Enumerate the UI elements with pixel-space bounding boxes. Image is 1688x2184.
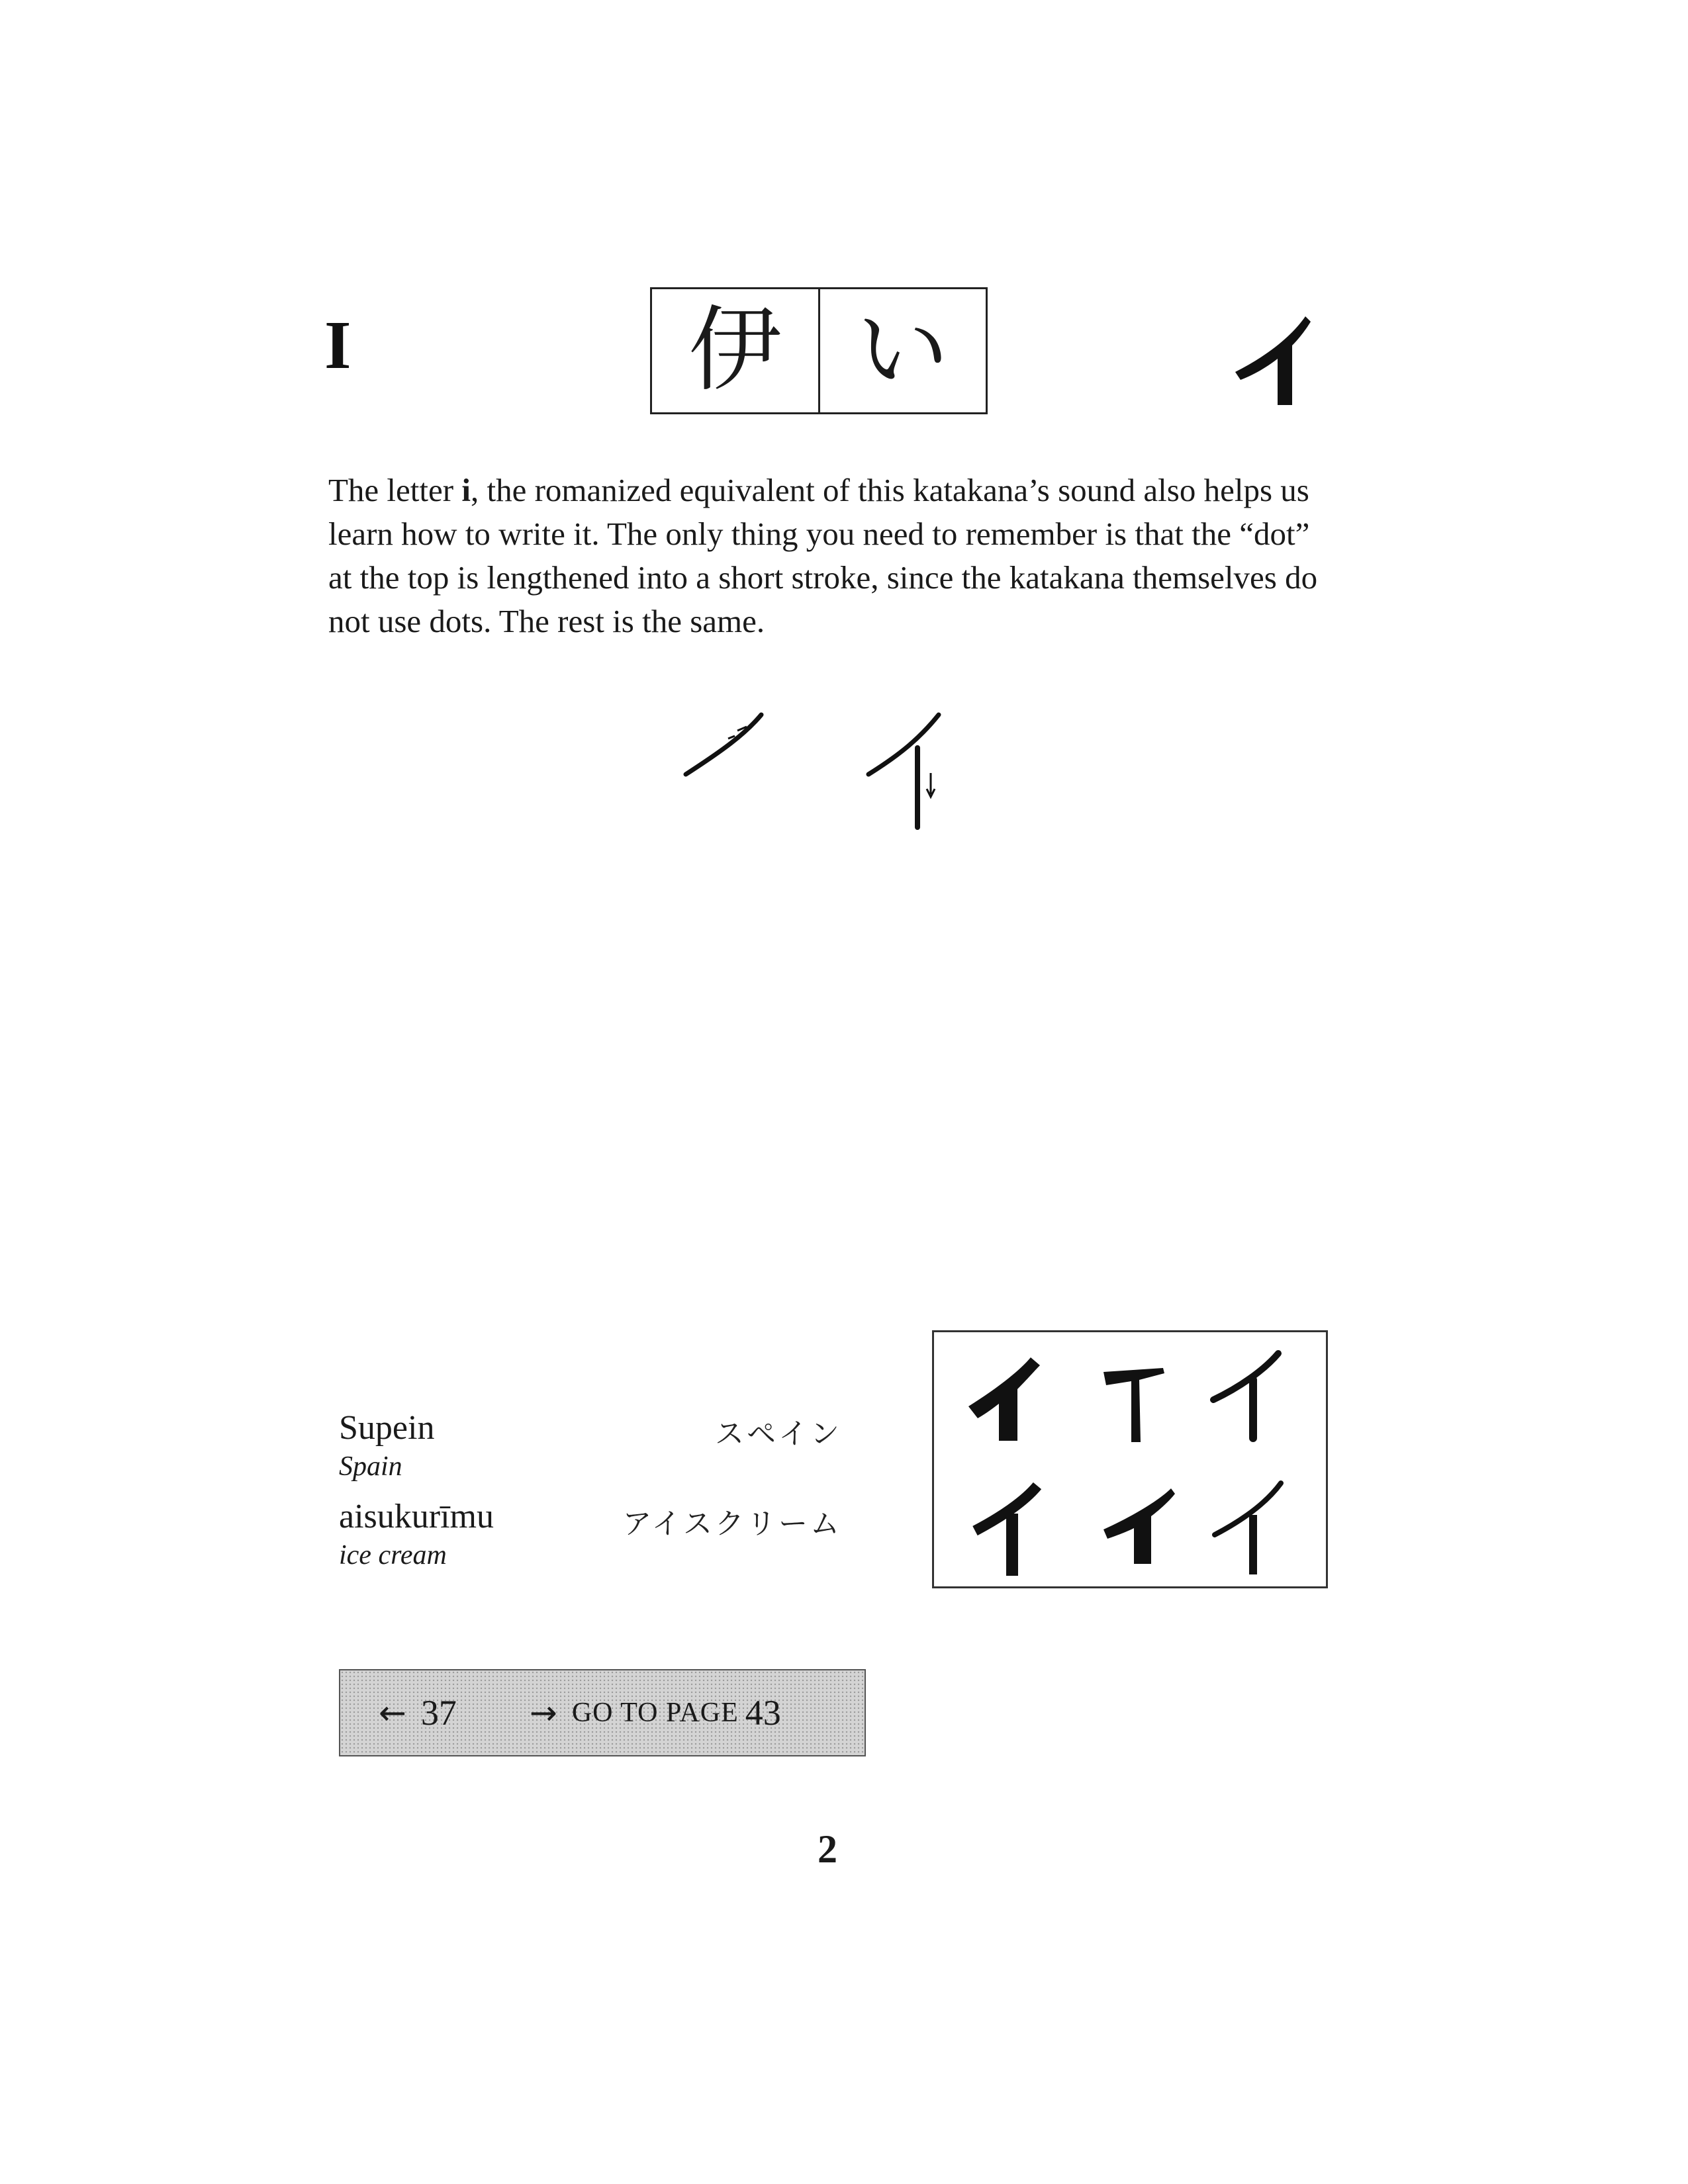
explanation-paragraph xyxy=(328,469,1335,643)
style-samples-illustration xyxy=(934,1332,1326,1586)
vocab-item-ice-cream xyxy=(339,1498,842,1572)
page-number: 2 xyxy=(818,1827,837,1871)
vocab-romaji: aisukurīmu xyxy=(339,1498,494,1535)
explanation-text-start: The letter xyxy=(328,472,462,508)
stroke-order-diagram xyxy=(682,702,960,837)
stroke-order-illustration xyxy=(682,702,960,834)
character-origin-box xyxy=(650,287,988,414)
hiragana-character: い xyxy=(856,296,949,404)
katakana-i-glyph xyxy=(1231,311,1311,410)
vocab-katakana: スペイン xyxy=(715,1417,842,1451)
explanation-letter: i xyxy=(461,472,471,508)
source-kanji: 伊 xyxy=(652,289,820,412)
previous-page-number: 37 xyxy=(420,1693,457,1733)
go-to-page-label: GO TO PAGE xyxy=(571,1698,739,1728)
arrow-left-icon: ← xyxy=(379,1694,406,1732)
vocab-english: Spain xyxy=(339,1451,402,1482)
style-sample-brush-bold xyxy=(968,1357,1040,1441)
romanized-letter: I xyxy=(324,307,352,383)
style-sample-serif xyxy=(1103,1368,1164,1442)
page-navigation-bar xyxy=(339,1669,866,1756)
style-sample-brush-heavy xyxy=(1103,1488,1175,1564)
katakana-character xyxy=(1231,311,1311,413)
vocab-katakana: アイスクリーム xyxy=(622,1507,842,1541)
arrow-right-icon: → xyxy=(529,1694,557,1732)
explanation-text-rest: , the romanized equivalent of this katakana’s sound also helps us learn how to write it. The only thing you need to remember is that the “dot” at the top is lengthened into a short stroke, since the katakana themselves do not use dots. The rest is the same. xyxy=(328,472,1318,639)
previous-page-link[interactable] xyxy=(379,1692,457,1733)
style-sample-thin xyxy=(1215,1483,1281,1574)
vocab-english: ice cream xyxy=(339,1540,447,1570)
next-page-number: 43 xyxy=(745,1693,781,1733)
style-sample-gothic xyxy=(975,1486,1037,1576)
katakana-style-samples xyxy=(932,1330,1328,1588)
vocab-item-spain xyxy=(339,1410,842,1484)
next-page-link[interactable] xyxy=(530,1692,781,1733)
vocab-romaji: Supein xyxy=(339,1409,435,1447)
style-sample-pen xyxy=(1213,1353,1278,1438)
